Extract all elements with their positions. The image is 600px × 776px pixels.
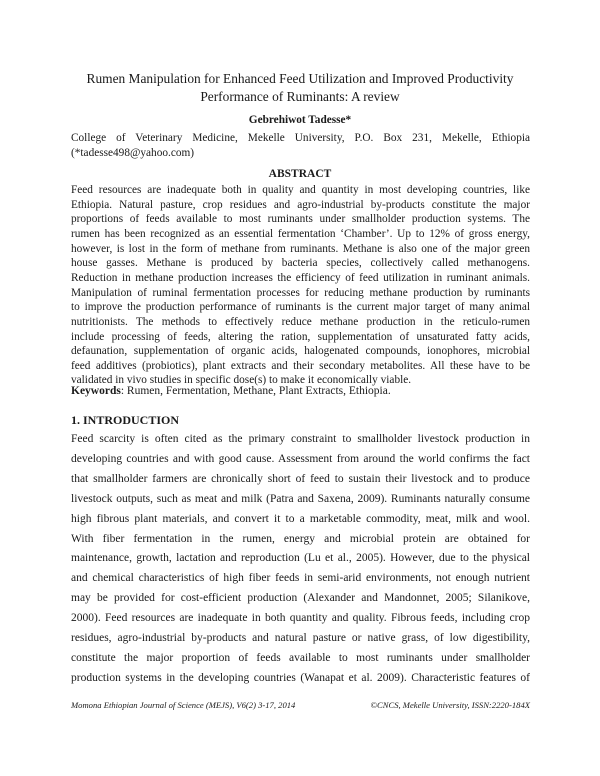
text-line: feed additives (probiotics), plant extracts and their secondary metabolites. All these have to be	[71, 359, 530, 372]
text-line: Manipulation of ruminal fermentation processes for reducing methane production by ruminants	[71, 286, 530, 299]
text-line: however, is lost in the form of methane from ruminants. Methane is also one of the major green	[71, 242, 530, 255]
introduction-heading: 1. INTRODUCTION	[71, 413, 180, 427]
text-line: high fibrous plant materials, and convert it to a marketable commodity, meat, milk and wool.	[71, 512, 530, 525]
copyright-issn: ©CNCS, Mekelle University, ISSN:2220-184X	[370, 700, 530, 710]
text-line: production systems in the developing countries (Wanapat et al. 2009). Characteristic features of	[71, 671, 530, 684]
text-line: constitute the major proportion of feeds available to most ruminants under smallholder	[71, 651, 530, 664]
text-line: (*tadesse498@yahoo.com)	[71, 147, 195, 159]
text-line: maintenance, growth, lactation and reproduction (Lu et al., 2005). However, due to the physical	[71, 552, 530, 565]
keywords-text: : Rumen, Fermentation, Methane, Plant Extracts, Ethiopia.	[120, 385, 391, 397]
text-line: defaunation, supplementation of organic acids, halogenated compounds, ionophores, microbial	[71, 345, 530, 358]
keywords	[71, 385, 391, 397]
title-line: Performance of Ruminants: A review	[200, 89, 400, 104]
text-line: include processing of feeds, altering the ration, supplementation of unsaturated fatty acids,	[71, 330, 530, 343]
text-line: nutritionists. The methods to effectively reduce methane production in the reticulo-rumen	[71, 315, 530, 328]
text-line: Feed resources are inadequate both in quality and quantity in most developing countries, like	[71, 184, 530, 196]
text-line: and chemical characteristics of high fiber feeds in semi-arid environments, not enough nutrient	[71, 572, 530, 585]
text-line: College of Veterinary Medicine, Mekelle University, P.O. Box 231, Mekelle, Ethiopia	[71, 132, 530, 144]
text-line: proportions of feeds available to most ruminants under smallholder production systems. The	[71, 213, 530, 226]
keywords-label: Keywords	[71, 385, 121, 397]
text-line: With fiber fermentation in the rumen, energy and microbial protein are obtained for	[71, 532, 530, 545]
author-name: Gebrehiwot Tadesse*	[248, 114, 352, 126]
text-line: residues, agro-industrial by-products and natural pasture or native grass, of low digestibility,	[71, 632, 530, 644]
text-line: to improve the production performance of ruminants is the current major target of many animal	[71, 301, 530, 314]
abstract-heading: ABSTRACT	[268, 168, 332, 180]
text-line: Ethiopia. Natural pasture, crop residues and agro-industrial by-products constitute the major	[71, 198, 530, 211]
page-footer	[71, 700, 530, 710]
title-line: Rumen Manipulation for Enhanced Feed Utilization and Improved Productivity	[86, 71, 514, 86]
text-line: rumen has been recognized as an essential fermentation ‘Chamber’. Up to 12% of gross energy,	[71, 227, 530, 240]
text-line: Reduction in methane production increases the efficiency of feed utilization in ruminant animals.	[71, 271, 530, 284]
text-line: that smallholder farmers are chronically short of feed to sustain their livestock and to produce	[71, 472, 530, 485]
journal-citation: Momona Ethiopian Journal of Science (MEJS), V6(2) 3-17, 2014	[71, 700, 296, 710]
text-line: Feed scarcity is often cited as the primary constraint to smallholder livestock production in	[71, 433, 530, 445]
text-line: developing countries and with good cause. Assessment from around the world confirms the fact	[71, 452, 530, 465]
text-line: may be provided for cost-efficient production (Alexander and Mandonnet, 2005; Silanikove,	[71, 592, 530, 605]
text-line: house gasses. Methane is produced by bacteria species, collectively called methanogens.	[71, 257, 530, 270]
text-line: livestock outputs, such as meat and milk (Patra and Saxena, 2009). Ruminants naturally consume	[71, 492, 530, 505]
text-line: validated in vivo studies in specific dose(s) to make it economically viable.	[71, 374, 412, 387]
paper-title	[60, 70, 540, 106]
text-line: 2000). Feed resources are inadequate in both quantity and quality. Fibrous feeds, including crop	[71, 612, 530, 625]
